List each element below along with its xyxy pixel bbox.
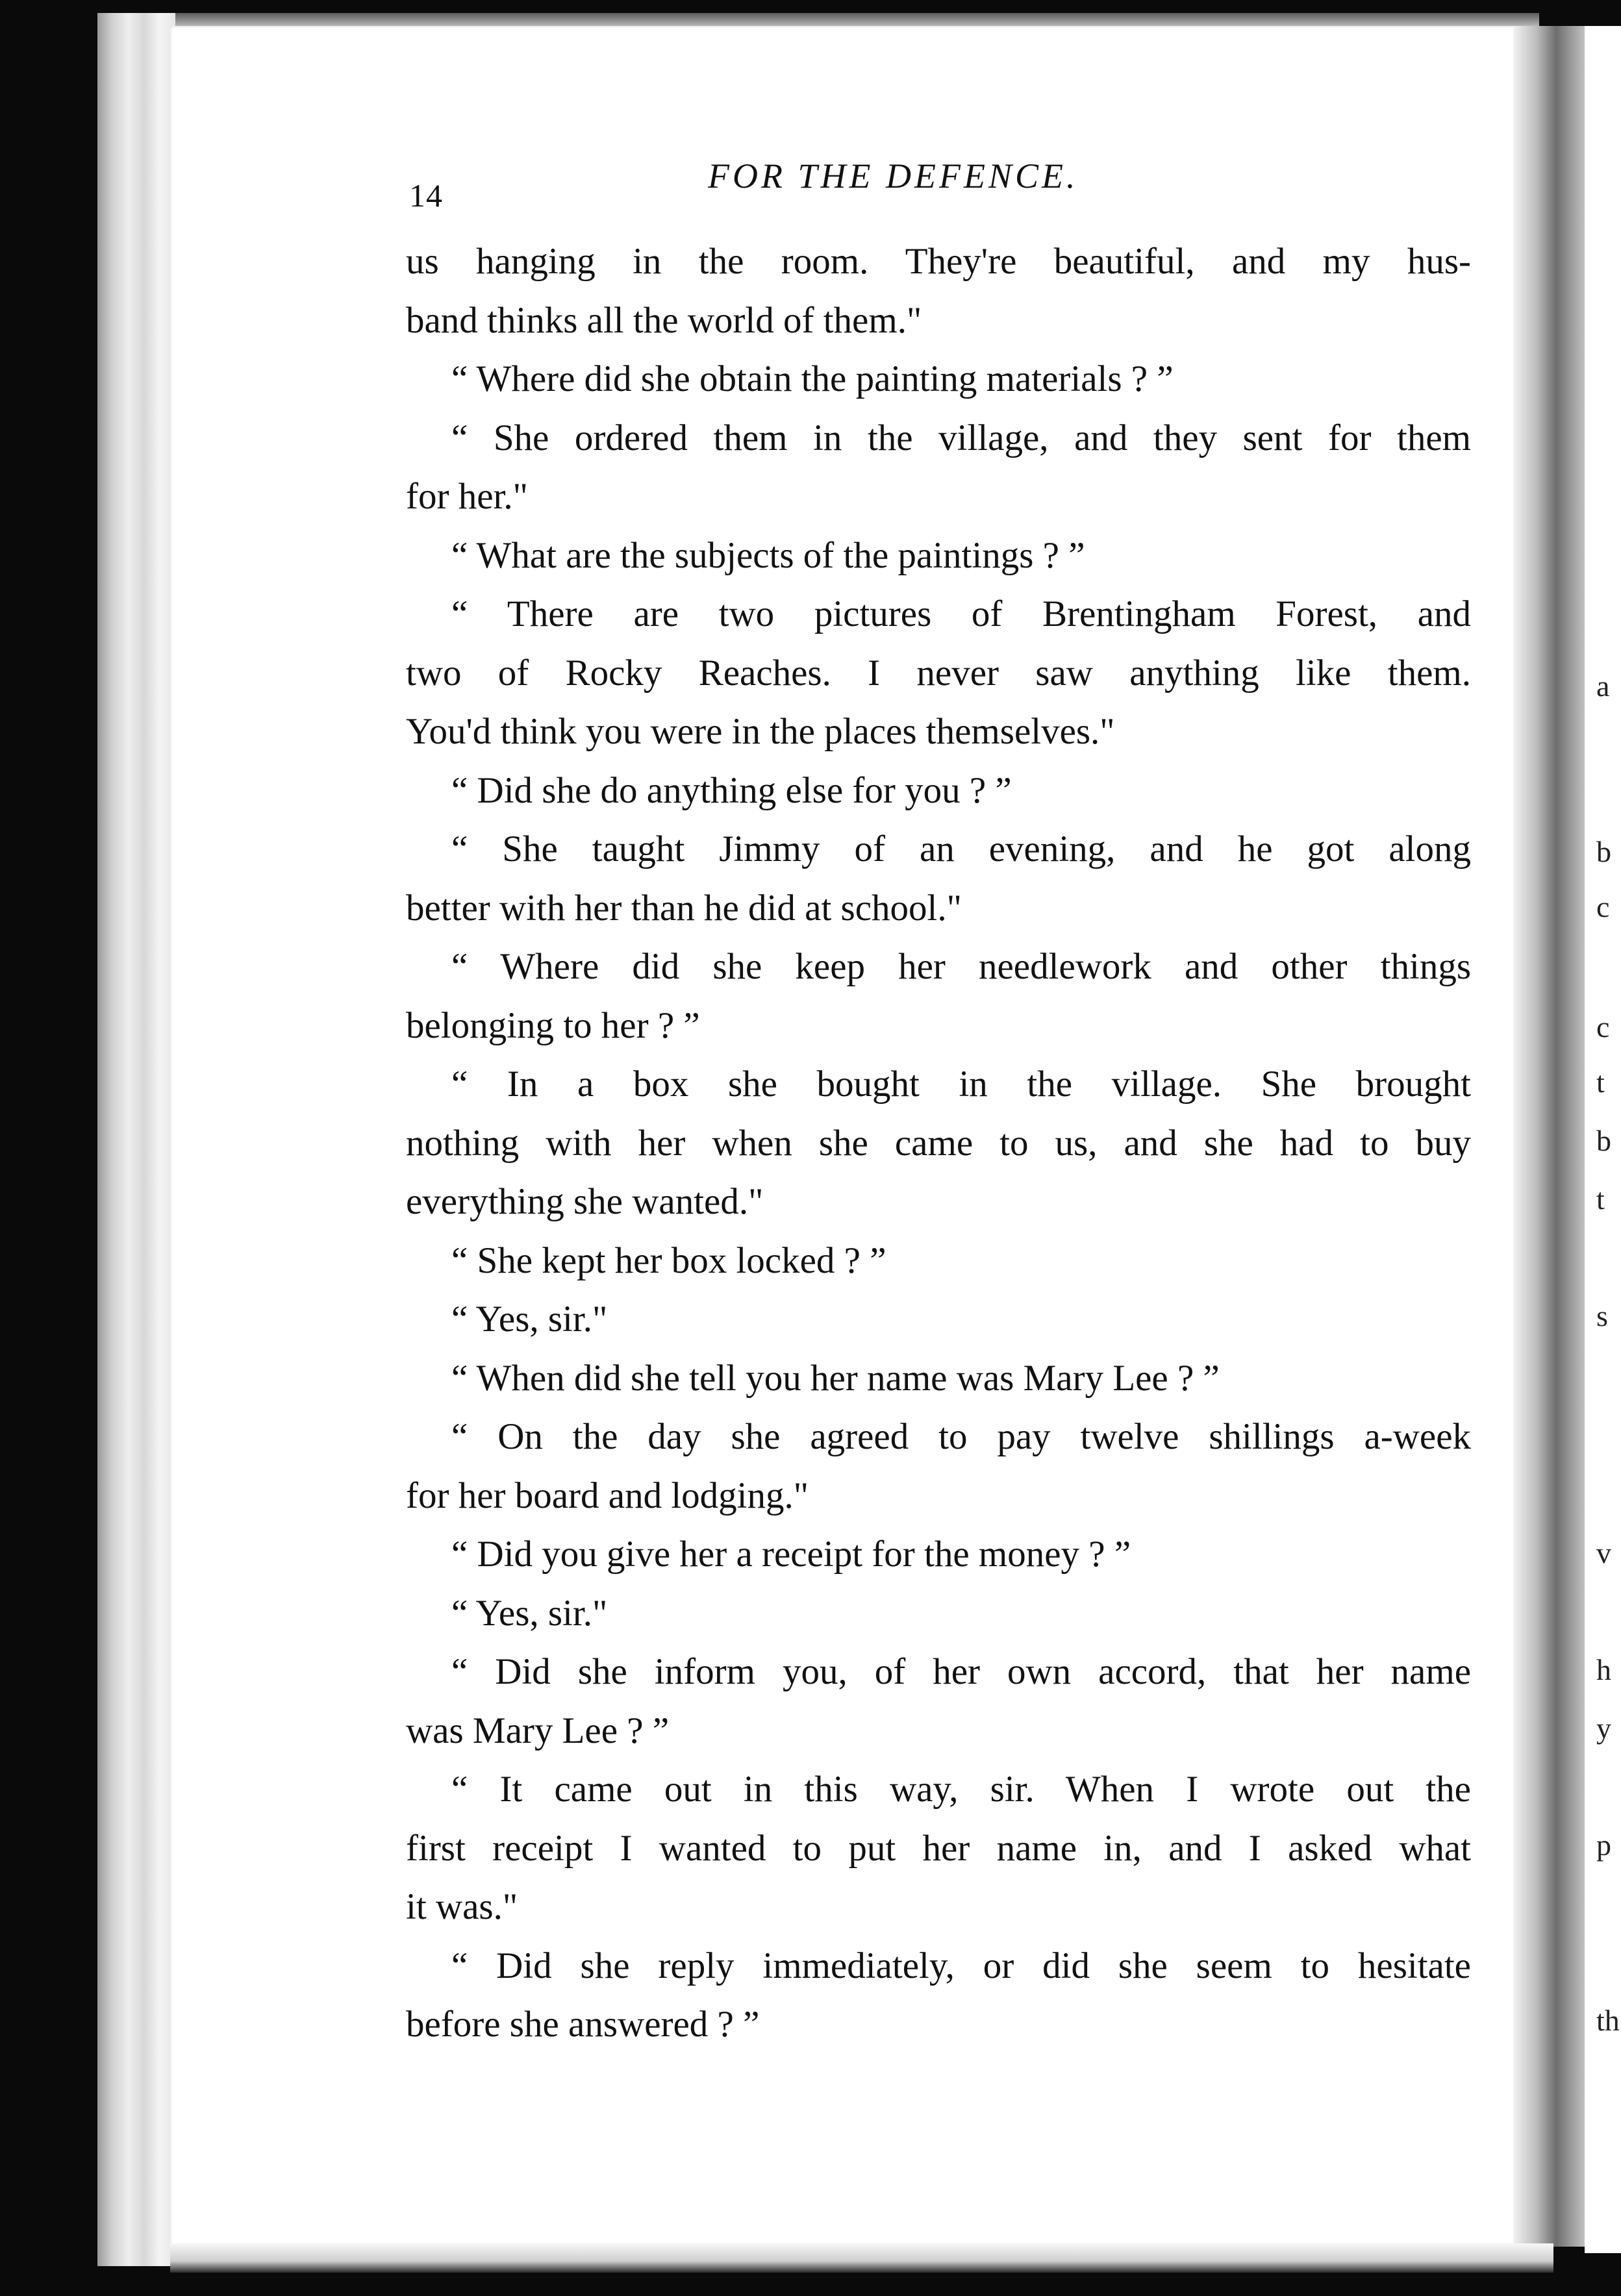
- text-line: “ Did you give her a receipt for the money ? ”: [451, 1534, 1131, 1575]
- text-line: “ What are the subjects of the paintings ? ”: [451, 534, 1085, 576]
- text-line: “ Did she reply immediately, or did she seem to hesitate: [451, 1945, 1471, 1986]
- facing-page-fragment: t: [1596, 1066, 1605, 1099]
- text-line: better with her than he did at school.": [406, 887, 962, 929]
- text-line: it was.": [406, 1886, 518, 1927]
- facing-page: [1585, 26, 1621, 2253]
- text-line: “ When did she tell you her name was Mary Lee ? ”: [451, 1357, 1220, 1399]
- text-line: “ She taught Jimmy of an evening, and he got along: [451, 829, 1471, 869]
- text-line: “ Did she inform you, of her own accord, that her name: [451, 1651, 1471, 1692]
- text-line: “ There are two pictures of Brentingham Forest, and: [451, 593, 1471, 634]
- text-line: “ She ordered them in the village, and they sent for them: [451, 417, 1471, 458]
- text-line: band thinks all the world of them.": [406, 299, 922, 341]
- text-line: nothing with her when she came to us, and she had to buy: [406, 1122, 1471, 1164]
- page-left-edge: [97, 13, 175, 2266]
- facing-page-fragment: p: [1596, 1828, 1611, 1862]
- text-line: for her.": [406, 476, 528, 517]
- text-line: “ Where did she keep her needlework and other things: [451, 946, 1471, 987]
- text-line: “ Yes, sir.": [451, 1299, 608, 1340]
- text-line: us hanging in the room. They're beautiful, and my hus-: [406, 241, 1471, 282]
- facing-page-fragment: v: [1596, 1536, 1611, 1569]
- text-line: for her board and lodging.": [406, 1475, 809, 1516]
- facing-page-fragment: t: [1596, 1182, 1605, 1216]
- body-text: [406, 232, 1471, 2054]
- facing-page-fragment: a: [1596, 669, 1610, 703]
- page-number: 14: [409, 177, 443, 214]
- text-line: “ Did she do anything else for you ? ”: [451, 769, 1012, 811]
- facing-page-fragment: th: [1596, 2004, 1620, 2037]
- book-gutter: [1513, 26, 1591, 2247]
- text-line: “ In a box she bought in the village. She brought: [451, 1064, 1471, 1104]
- facing-page-fragment: y: [1596, 1712, 1611, 1745]
- text-line: was Mary Lee ? ”: [406, 1710, 670, 1751]
- text-line: everything she wanted.": [406, 1181, 764, 1222]
- facing-page-fragment: b: [1596, 1124, 1611, 1157]
- text-line: “ Where did she obtain the painting materials ? ”: [451, 358, 1174, 399]
- text-line: You'd think you were in the places themselves.": [406, 711, 1115, 752]
- text-line: “ It came out in this way, sir. When I wrote out the: [451, 1769, 1471, 1810]
- facing-page-fragment: c: [1596, 1010, 1610, 1043]
- text-line: “ Yes, sir.": [451, 1592, 608, 1634]
- facing-page-fragment: h: [1596, 1653, 1611, 1686]
- facing-page-fragment: b: [1596, 835, 1611, 868]
- text-line: belonging to her ? ”: [406, 1004, 700, 1046]
- text-line: two of Rocky Reaches. I never saw anything like them.: [406, 652, 1471, 693]
- page-bottom-edge: [170, 2243, 1553, 2273]
- text-line: first receipt I wanted to put her name in, and I asked what: [406, 1827, 1471, 1869]
- text-line: “ On the day she agreed to pay twelve shillings a-week: [451, 1416, 1471, 1457]
- facing-page-fragment: s: [1596, 1299, 1608, 1332]
- facing-page-fragment: c: [1596, 890, 1610, 923]
- text-line: “ She kept her box locked ? ”: [451, 1240, 886, 1281]
- running-title: FOR THE DEFENCE.: [708, 156, 1079, 195]
- text-line: before she answered ? ”: [406, 2004, 760, 2045]
